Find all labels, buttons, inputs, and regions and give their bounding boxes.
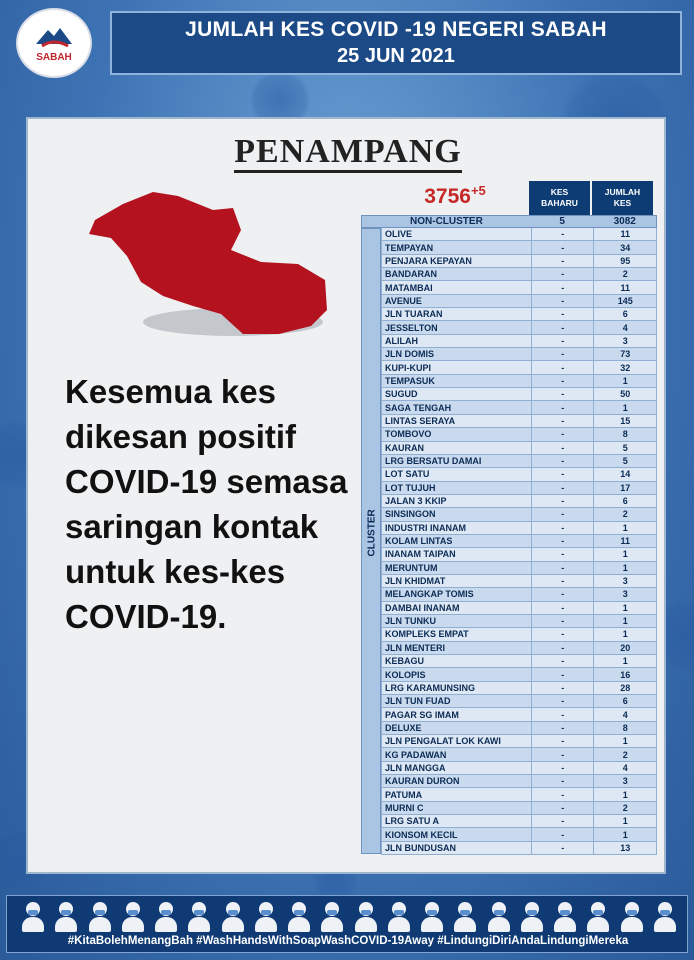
cluster-name: OLIVE xyxy=(385,229,413,240)
table-row xyxy=(381,522,657,535)
cluster-new: - xyxy=(531,321,594,333)
cluster-total: 2 xyxy=(593,802,656,814)
cluster-name: INANAM TAIPAN xyxy=(385,549,456,560)
cluster-name: SAGA TENGAH xyxy=(385,402,452,413)
cluster-total: 14 xyxy=(593,468,656,480)
table-row xyxy=(381,695,657,708)
frontliner-icon xyxy=(453,900,477,932)
cluster-new: - xyxy=(531,308,594,320)
cluster-new: - xyxy=(531,788,594,800)
cluster-name: SUGUD xyxy=(385,389,418,400)
cluster-new: - xyxy=(531,468,594,480)
column-header-total xyxy=(592,181,653,215)
cluster-name: KOMPLEKS EMPAT xyxy=(385,629,469,640)
cluster-name: ALILAH xyxy=(385,335,418,346)
cluster-name: KEBAGU xyxy=(385,656,425,667)
cluster-new: - xyxy=(531,335,594,347)
cluster-new: - xyxy=(531,628,594,640)
cluster-new: - xyxy=(531,655,594,667)
frontliner-icon xyxy=(520,900,544,932)
table-row xyxy=(381,802,657,815)
table-row xyxy=(381,602,657,615)
cluster-total: 3 xyxy=(593,335,656,347)
table-row xyxy=(381,295,657,308)
new-cases-value: +5 xyxy=(470,183,486,198)
cluster-total: 8 xyxy=(593,722,656,734)
non-cluster-row xyxy=(361,215,657,228)
cluster-name: LRG BERSATU DAMAI xyxy=(385,456,482,467)
cluster-total: 15 xyxy=(593,415,656,427)
cluster-total: 1 xyxy=(593,815,656,827)
frontliner-icon xyxy=(653,900,677,932)
cluster-name: TOMBOVO xyxy=(385,429,432,440)
cluster-new: - xyxy=(531,348,594,360)
cluster-total: 20 xyxy=(593,642,656,654)
cluster-total: 34 xyxy=(593,241,656,253)
cluster-new: - xyxy=(531,735,594,747)
district-title xyxy=(28,133,668,171)
table-row xyxy=(381,628,657,641)
cluster-total: 4 xyxy=(593,762,656,774)
table-row xyxy=(381,588,657,601)
table-row xyxy=(381,842,657,855)
cluster-total: 1 xyxy=(593,788,656,800)
non-cluster-new: 5 xyxy=(559,216,565,227)
table-row xyxy=(381,241,657,254)
cluster-name: JLN DOMIS xyxy=(385,349,435,360)
table-row xyxy=(381,815,657,828)
table-row xyxy=(381,575,657,588)
cluster-name: INDUSTRI INANAM xyxy=(385,522,466,533)
table-row xyxy=(381,655,657,668)
header-title: JUMLAH KES COVID -19 NEGERI SABAH xyxy=(185,18,607,41)
table-row xyxy=(381,321,657,334)
cluster-new: - xyxy=(531,815,594,827)
cluster-total: 1 xyxy=(593,602,656,614)
frontliner-icon xyxy=(420,900,444,932)
cluster-total: 1 xyxy=(593,615,656,627)
cluster-name: JLN TUN FUAD xyxy=(385,696,451,707)
cluster-name: JALAN 3 KKIP xyxy=(385,496,447,507)
cluster-total: 5 xyxy=(593,455,656,467)
frontliner-icon xyxy=(54,900,78,932)
cluster-new: - xyxy=(531,255,594,267)
cluster-new: - xyxy=(531,508,594,520)
table-row xyxy=(381,682,657,695)
cluster-new: - xyxy=(531,401,594,413)
frontliner-icon xyxy=(387,900,411,932)
non-cluster-total: 3082 xyxy=(613,216,636,227)
cluster-name: JLN MANGGA xyxy=(385,762,446,773)
frontliner-icon xyxy=(254,900,278,932)
table-row xyxy=(381,308,657,321)
table-row xyxy=(381,722,657,735)
frontliner-icon xyxy=(320,900,344,932)
frontliner-icon xyxy=(121,900,145,932)
table-row xyxy=(381,415,657,428)
cluster-new: - xyxy=(531,361,594,373)
cluster-name: MELANGKAP TOMIS xyxy=(385,589,474,600)
cluster-total: 1 xyxy=(593,828,656,840)
frontliner-icon xyxy=(21,900,45,932)
cluster-new: - xyxy=(531,588,594,600)
cluster-total: 50 xyxy=(593,388,656,400)
cluster-total: 1 xyxy=(593,655,656,667)
table-row xyxy=(381,281,657,294)
table-row xyxy=(381,548,657,561)
frontliner-icon xyxy=(586,900,610,932)
table-row xyxy=(381,495,657,508)
cluster-name: DELUXE xyxy=(385,722,422,733)
cluster-name: PAGAR SG IMAM xyxy=(385,709,459,720)
cluster-total: 1 xyxy=(593,628,656,640)
cluster-total: 1 xyxy=(593,735,656,747)
frontliner-icon xyxy=(88,900,112,932)
frontliner-icon xyxy=(354,900,378,932)
frontliner-icon xyxy=(620,900,644,932)
cluster-name: DAMBAI INANAM xyxy=(385,602,460,613)
table-row xyxy=(381,348,657,361)
table-row xyxy=(381,388,657,401)
cluster-label-text: CLUSTER xyxy=(366,509,378,557)
cluster-name: JLN TUARAN xyxy=(385,309,443,320)
cluster-new: - xyxy=(531,268,594,280)
cluster-total: 4 xyxy=(593,321,656,333)
table-row xyxy=(381,562,657,575)
frontliner-icon xyxy=(187,900,211,932)
cluster-name: AVENUE xyxy=(385,295,422,306)
cluster-new: - xyxy=(531,562,594,574)
district-map-icon xyxy=(83,184,333,344)
table-row xyxy=(381,268,657,281)
cluster-new: - xyxy=(531,388,594,400)
cluster-name: LOT SATU xyxy=(385,469,430,480)
cluster-total: 73 xyxy=(593,348,656,360)
frontliner-icon xyxy=(487,900,511,932)
footer-hashtags: #KitaBolehMenangBah #WashHandsWithSoapWashCOVID-19Away #LindungiDiriAndaLindungiMereka xyxy=(67,935,629,947)
cluster-name: BANDARAN xyxy=(385,269,437,280)
cluster-total: 2 xyxy=(593,508,656,520)
cluster-new: - xyxy=(531,802,594,814)
cluster-new: - xyxy=(531,495,594,507)
cluster-name: MATAMBAI xyxy=(385,282,433,293)
cluster-new: - xyxy=(531,482,594,494)
cluster-total: 5 xyxy=(593,442,656,454)
column-header-new xyxy=(529,181,590,215)
cluster-name: KUPI-KUPI xyxy=(385,362,432,373)
cluster-name: JESSELTON xyxy=(385,322,438,333)
footer-banner xyxy=(6,895,688,953)
cluster-new: - xyxy=(531,828,594,840)
cluster-name: TEMPASUK xyxy=(385,375,435,386)
cluster-name: KAURAN xyxy=(385,442,424,453)
non-cluster-label: NON-CLUSTER xyxy=(410,216,483,227)
table-row xyxy=(381,668,657,681)
cluster-name: JLN PENGALAT LOK KAWI xyxy=(385,736,501,747)
cluster-new: - xyxy=(531,281,594,293)
frontliner-icon xyxy=(287,900,311,932)
cluster-total: 16 xyxy=(593,668,656,680)
cluster-total: 2 xyxy=(593,268,656,280)
cluster-name: JLN KHIDMAT xyxy=(385,576,446,587)
cluster-new: - xyxy=(531,682,594,694)
cluster-name: KG PADAWAN xyxy=(385,749,447,760)
cluster-new: - xyxy=(531,695,594,707)
table-row xyxy=(381,615,657,628)
table-row xyxy=(381,375,657,388)
cluster-name: SINSINGON xyxy=(385,509,436,520)
cluster-new: - xyxy=(531,842,594,854)
table-row xyxy=(381,762,657,775)
cluster-new: - xyxy=(531,642,594,654)
table-row xyxy=(381,708,657,721)
cluster-new: - xyxy=(531,295,594,307)
cluster-total: 28 xyxy=(593,682,656,694)
cluster-name: MERUNTUM xyxy=(385,562,438,573)
table-row xyxy=(381,442,657,455)
cluster-new: - xyxy=(531,668,594,680)
cluster-total: 6 xyxy=(593,308,656,320)
column-header-total-line1: JUMLAH xyxy=(604,187,641,197)
column-header-new-line1: KES xyxy=(550,187,569,197)
cluster-new: - xyxy=(531,708,594,720)
cluster-total: 1 xyxy=(593,522,656,534)
cluster-side-label xyxy=(361,228,381,854)
table-row xyxy=(381,775,657,788)
table-row xyxy=(381,228,657,241)
cluster-new: - xyxy=(531,415,594,427)
cluster-name: KOLAM LINTAS xyxy=(385,536,453,547)
cluster-total: 95 xyxy=(593,255,656,267)
cluster-new: - xyxy=(531,615,594,627)
cluster-total: 17 xyxy=(593,482,656,494)
cluster-name: LINTAS SERAYA xyxy=(385,415,456,426)
table-row xyxy=(381,748,657,761)
cluster-name: KOLOPIS xyxy=(385,669,426,680)
frontliner-icon xyxy=(553,900,577,932)
district-name: PENAMPANG xyxy=(234,133,461,173)
frontliner-icon xyxy=(221,900,245,932)
cluster-name: LRG KARAMUNSING xyxy=(385,682,475,693)
statement-text: Kesemua kes dikesan positif COVID-19 semasa saringan kontak untuk kes-kes COVID-19. xyxy=(65,373,348,635)
table-row xyxy=(381,508,657,521)
cluster-new: - xyxy=(531,522,594,534)
table-row xyxy=(381,535,657,548)
cluster-new: - xyxy=(531,241,594,253)
cluster-new: - xyxy=(531,548,594,560)
cluster-total: 11 xyxy=(593,535,656,547)
cluster-total: 2 xyxy=(593,748,656,760)
sabah-logo xyxy=(16,8,92,78)
logo-text: SABAH xyxy=(36,51,72,63)
cluster-name: LOT TUJUH xyxy=(385,482,436,493)
table-row xyxy=(381,428,657,441)
cluster-total: 1 xyxy=(593,562,656,574)
frontliner-icons xyxy=(21,900,677,932)
cluster-new: - xyxy=(531,722,594,734)
table-row xyxy=(381,361,657,374)
frontliner-icon xyxy=(154,900,178,932)
column-header-new-line2: BAHARU xyxy=(541,198,578,208)
cluster-name: PATUMA xyxy=(385,789,423,800)
cluster-new: - xyxy=(531,455,594,467)
header-date: 25 JUN 2021 xyxy=(337,45,455,67)
cluster-total: 3 xyxy=(593,575,656,587)
table-row xyxy=(381,828,657,841)
cluster-total: 6 xyxy=(593,695,656,707)
total-cases xyxy=(395,183,515,209)
mountain-logo-icon xyxy=(34,24,74,50)
cluster-name: JLN MENTERI xyxy=(385,642,446,653)
table-row xyxy=(381,788,657,801)
cluster-new: - xyxy=(531,442,594,454)
cluster-rows xyxy=(381,228,657,855)
table-row xyxy=(381,455,657,468)
cluster-total: 1 xyxy=(593,548,656,560)
cluster-total: 1 xyxy=(593,401,656,413)
cluster-total: 13 xyxy=(593,842,656,854)
total-value: 3756 xyxy=(424,185,471,208)
cluster-new: - xyxy=(531,602,594,614)
cluster-total: 11 xyxy=(593,281,656,293)
table-row xyxy=(381,335,657,348)
table-row xyxy=(381,735,657,748)
cluster-total: 6 xyxy=(593,495,656,507)
table-row xyxy=(381,255,657,268)
cluster-new: - xyxy=(531,375,594,387)
cluster-new: - xyxy=(531,535,594,547)
cluster-name: PENJARA KEPAYAN xyxy=(385,255,472,266)
cluster-name: LRG SATU A xyxy=(385,816,439,827)
cluster-new: - xyxy=(531,748,594,760)
cluster-total: 3 xyxy=(593,588,656,600)
cluster-new: - xyxy=(531,762,594,774)
cluster-name: TEMPAYAN xyxy=(385,242,434,253)
cluster-total: 4 xyxy=(593,708,656,720)
cluster-name: MURNI C xyxy=(385,802,424,813)
table-row xyxy=(381,482,657,495)
cluster-name: KAURAN DURON xyxy=(385,776,460,787)
cluster-total: 11 xyxy=(593,228,656,240)
district-panel xyxy=(26,117,666,874)
cluster-new: - xyxy=(531,228,594,240)
cluster-new: - xyxy=(531,428,594,440)
cluster-new: - xyxy=(531,775,594,787)
cluster-name: KIONSOM KECIL xyxy=(385,829,458,840)
cluster-name: JLN BUNDUSAN xyxy=(385,842,457,853)
cluster-new: - xyxy=(531,575,594,587)
cluster-total: 8 xyxy=(593,428,656,440)
cluster-total: 1 xyxy=(593,375,656,387)
cluster-total: 145 xyxy=(593,295,656,307)
page-header xyxy=(110,11,682,75)
table-row xyxy=(381,401,657,414)
column-header-total-line2: KES xyxy=(613,198,632,208)
table-row xyxy=(381,642,657,655)
cluster-name: JLN TUNKU xyxy=(385,616,436,627)
table-row xyxy=(381,468,657,481)
cluster-total: 32 xyxy=(593,361,656,373)
cluster-total: 3 xyxy=(593,775,656,787)
